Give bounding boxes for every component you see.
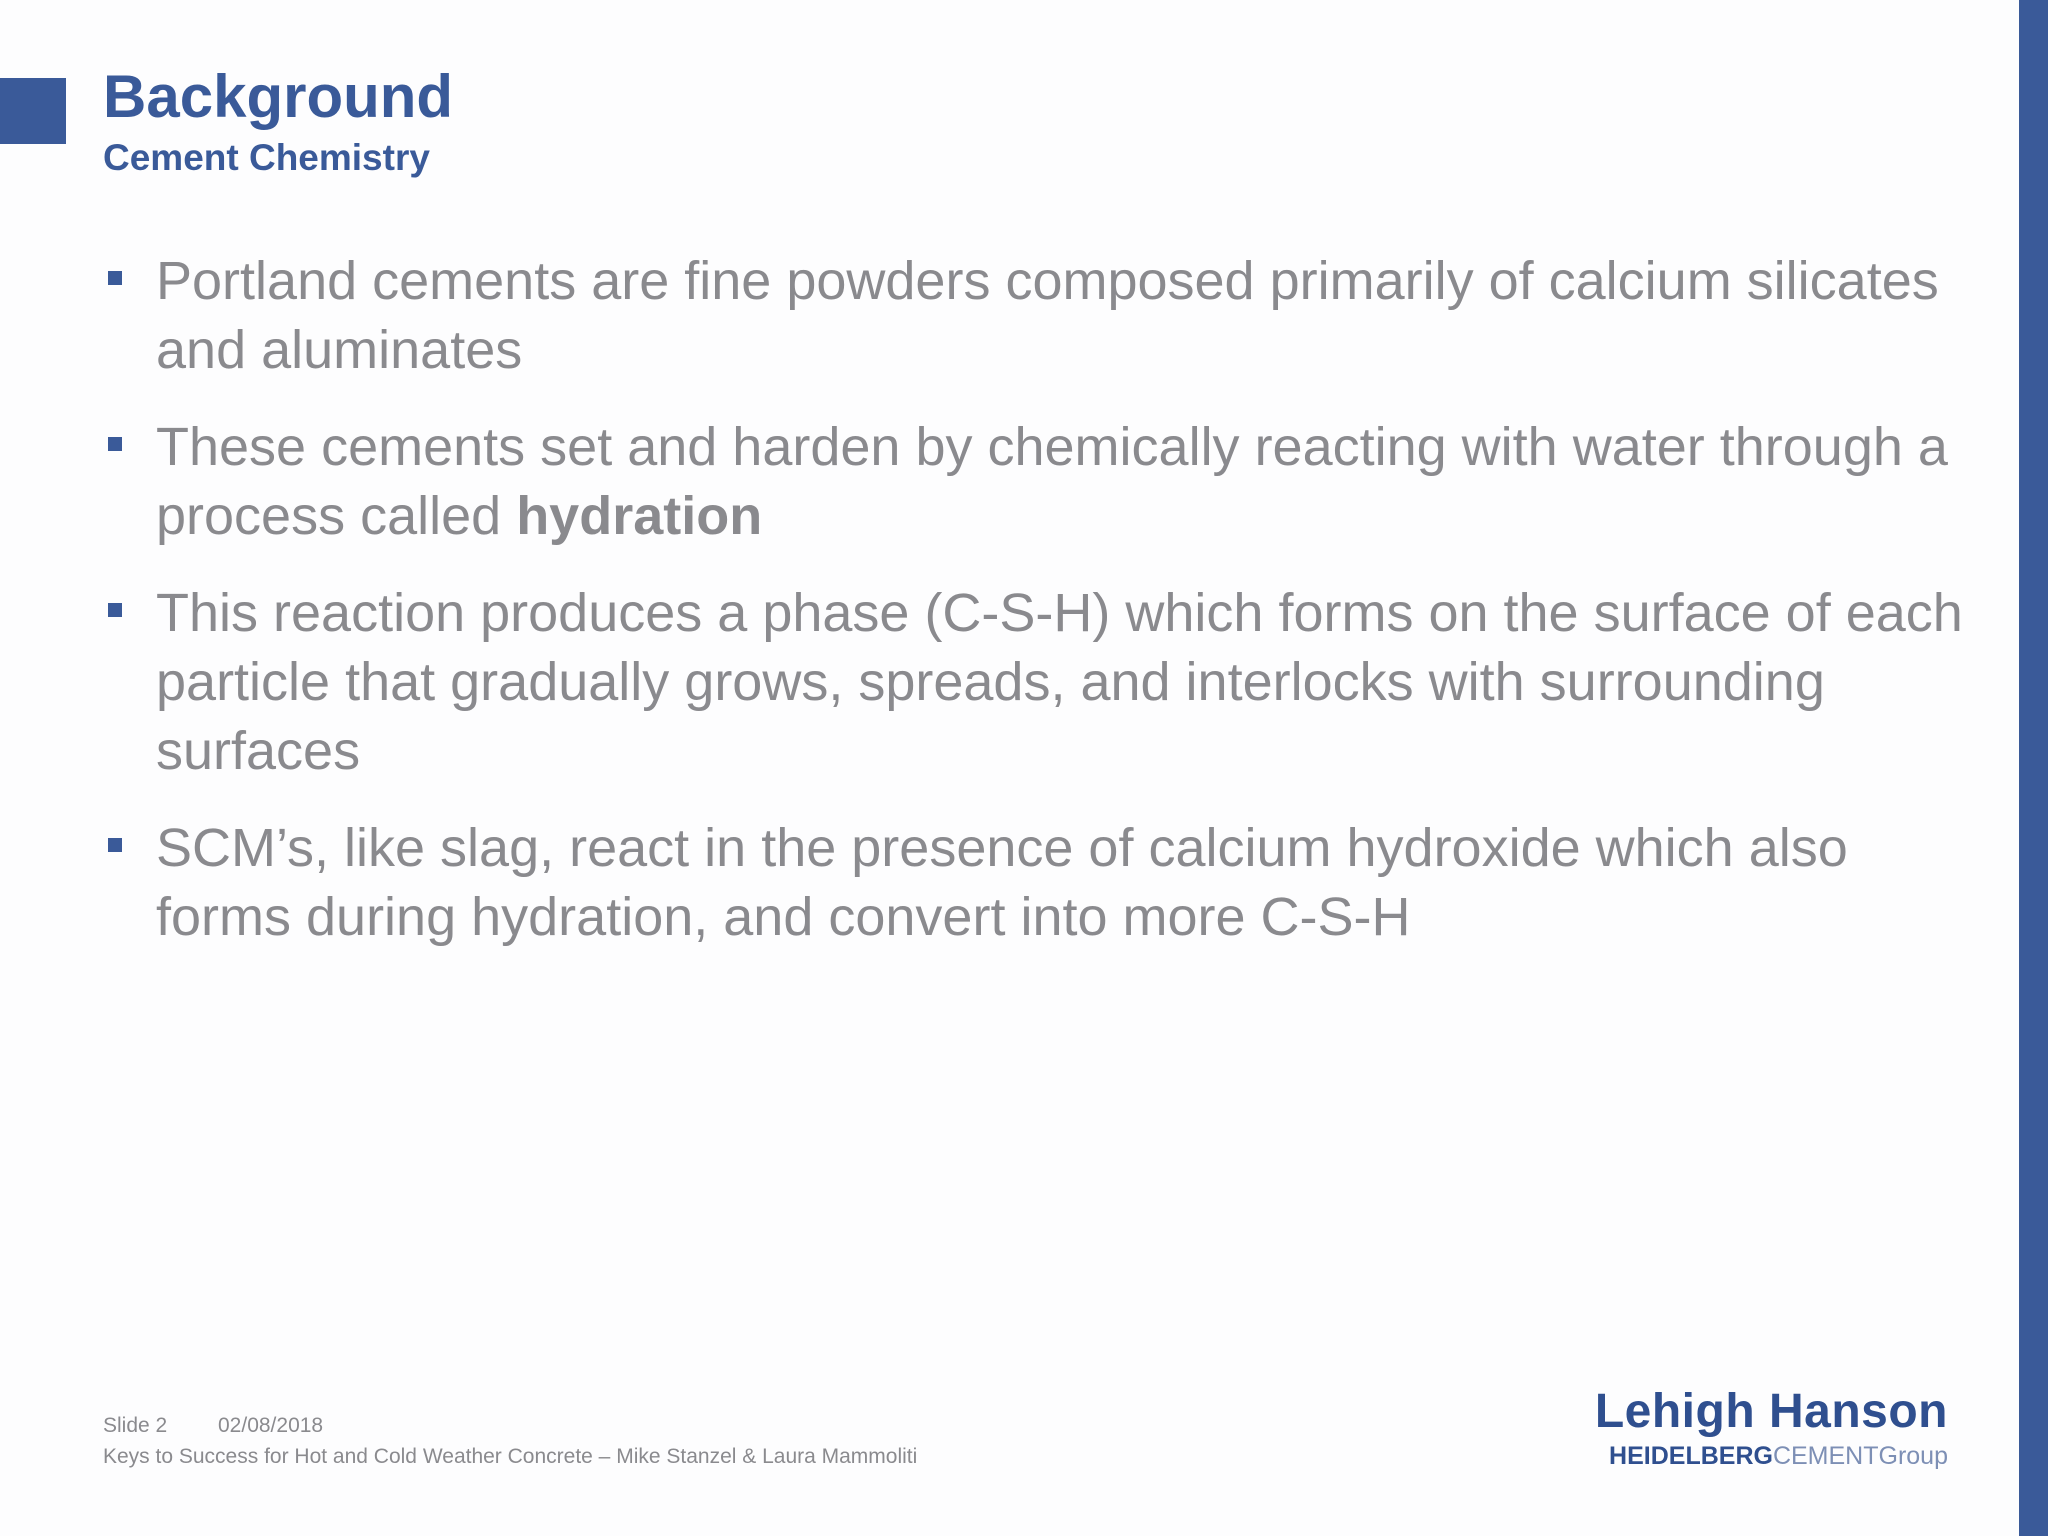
- slide-subtitle: Cement Chemistry: [103, 137, 430, 178]
- bullet-text: These cements set and harden by chemically reacting with water through a process called hydration: [156, 417, 1948, 546]
- lehigh-hanson-logo: [1528, 1385, 1948, 1475]
- bullet-text: This reaction produces a phase (C-S-H) which forms on the surface of each particle that gradually grows, spreads, and interlocks with surrounding surfaces: [156, 583, 1963, 781]
- accent-square: [0, 78, 66, 144]
- slide-title: Background: [103, 63, 454, 130]
- square-bullet-icon: [108, 271, 122, 285]
- bullet-item: [104, 814, 1984, 952]
- logo-wordmark: Lehigh Hanson: [1594, 1385, 1948, 1438]
- right-edge-bar: [2019, 0, 2048, 1536]
- bullet-item: [104, 413, 1984, 551]
- bullet-text: Portland cements are fine powders composed primarily of calcium silicates and aluminates: [156, 251, 1939, 380]
- square-bullet-icon: [108, 437, 122, 451]
- bullet-item: [104, 579, 1984, 786]
- footer-date: 02/08/2018: [218, 1414, 324, 1437]
- square-bullet-icon: [108, 603, 122, 617]
- bold-term: hydration: [516, 486, 763, 546]
- bullet-item: [104, 247, 1984, 385]
- logo-group-line: HEIDELBERGCEMENTGroup: [1609, 1442, 1948, 1470]
- footer-presentation-title: Keys to Success for Hot and Cold Weather Concrete – Mike Stanzel & Laura Mammoliti: [103, 1445, 918, 1468]
- square-bullet-icon: [108, 838, 122, 852]
- bullet-list: [104, 247, 1984, 980]
- footer-slide-number: Slide 2: [103, 1414, 168, 1437]
- bullet-text: SCM’s, like slag, react in the presence of calcium hydroxide which also forms during hydration, and convert into more C-S-H: [156, 818, 1848, 947]
